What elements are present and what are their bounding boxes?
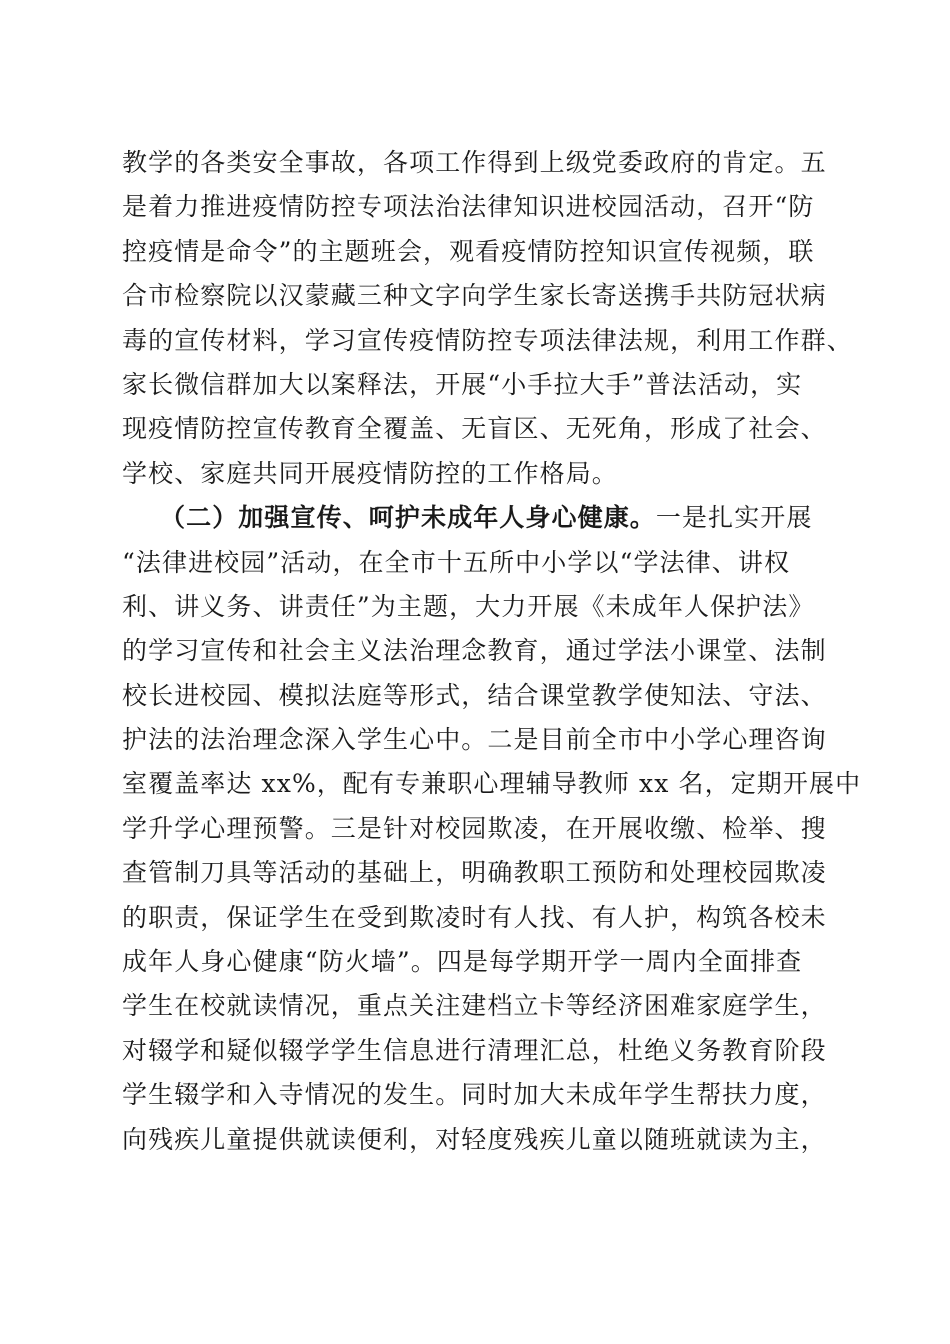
text-line: 学校、家庭共同开展疫情防控的工作格局。 — [122, 458, 618, 488]
text-line: 控疫情是命令”的主题班会，观看疫情防控知识宣传视频，联 — [122, 236, 815, 266]
text-line: 学生辍学和入寺情况的发生。同时加大未成年学生帮扶力度， — [122, 1080, 827, 1110]
text-line: 教学的各类安全事故，各项工作得到上级党委政府的肯定。五 — [122, 148, 827, 177]
text-line: 现疫情防控宣传教育全覆盖、无盲区、无死角，形成了社会、 — [122, 414, 827, 444]
text-line: 校长进校园、模拟法庭等形式，结合课堂教学使知法、守法、 — [122, 680, 827, 710]
text-line: “法律进校园”活动，在全市十五所中小学以“学法律、讲权 — [122, 547, 791, 577]
text-line: 的学习宣传和社会主义法治理念教育，通过学法小课堂、法制 — [122, 636, 827, 666]
text-line: 查管制刀具等活动的基础上，明确教职工预防和处理校园欺凌 — [122, 858, 827, 888]
text-line: 合市检察院以汉蒙藏三种文字向学生家长寄送携手共防冠状病 — [122, 281, 827, 311]
text-line: 成年人身心健康“防火墙”。四是每学期开学一周内全面排查 — [122, 947, 803, 977]
section-heading: （二）加强宣传、呵护未成年人身心健康。 — [160, 503, 656, 533]
document-body — [122, 141, 882, 1162]
text-run: 一是扎实开展 — [655, 503, 813, 533]
text-line: 学生在校就读情况，重点关注建档立卡等经济困难家庭学生， — [122, 991, 827, 1021]
text-line: 护法的法治理念深入学生心中。二是目前全市中小学心理咨询 — [122, 725, 827, 755]
paragraph-2 — [122, 496, 882, 1162]
text-line: 室覆盖率达 xx%，配有专兼职心理辅导教师 xx 名，定期开展中 — [122, 769, 862, 799]
text-line: 对辍学和疑似辍学学生信息进行清理汇总，杜绝义务教育阶段 — [122, 1035, 827, 1065]
text-line: 毒的宣传材料，学习宣传疫情防控专项法律法规，利用工作群、 — [122, 325, 853, 355]
text-line: 向残疾儿童提供就读便利，对轻度残疾儿童以随班就读为主， — [122, 1124, 827, 1154]
text-line: 利、讲义务、讲责任”为主题，大力开展《未成年人保护法》 — [122, 591, 815, 621]
text-line: 家长微信群加大以案释法，开展“小手拉大手”普法活动，实 — [122, 369, 803, 399]
text-line: 是着力推进疫情防控专项法治法律知识进校园活动，召开“防 — [122, 192, 815, 222]
text-line — [122, 496, 882, 540]
text-line: 的职责，保证学生在受到欺凌时有人找、有人护，构筑各校未 — [122, 902, 827, 932]
paragraph-1 — [122, 141, 882, 496]
text-line: 学升学心理预警。三是针对校园欺凌，在开展收缴、检举、搜 — [122, 813, 827, 843]
